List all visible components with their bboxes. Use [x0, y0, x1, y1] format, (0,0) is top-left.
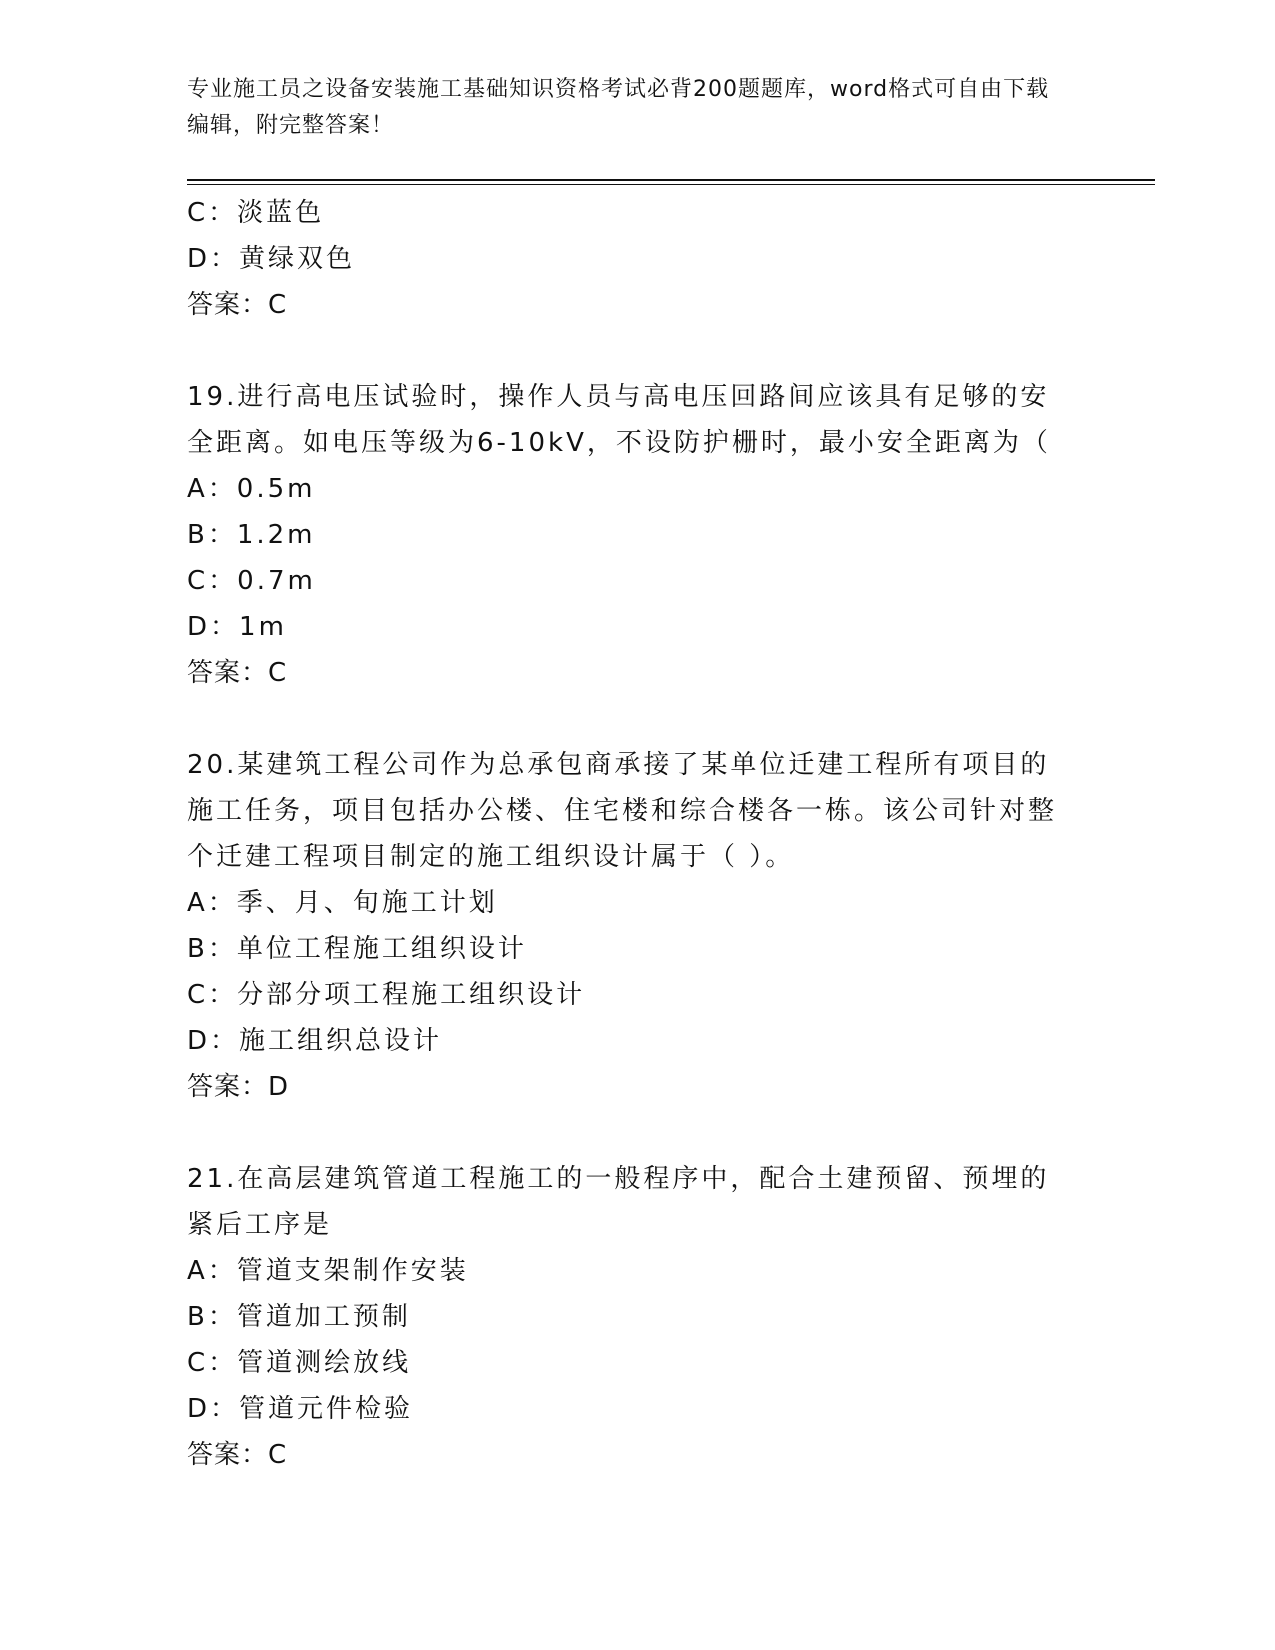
answer-line: 答案：D: [187, 1072, 290, 1102]
option-c: C：淡蓝色: [187, 198, 325, 228]
answer-line: 答案：C: [187, 658, 288, 688]
header-divider-thick: [187, 179, 1155, 181]
question-20: [187, 742, 1087, 1110]
option-d: D：管道元件检验: [187, 1394, 414, 1424]
option-c: C：0.7m: [187, 566, 316, 596]
option-b: B：单位工程施工组织设计: [187, 934, 527, 964]
header-divider-thin: [187, 184, 1155, 185]
question-text: 20.某建筑工程公司作为总承包商承接了某单位迁建工程所有项目的施工任务，项目包括办公楼、住宅楼和综合楼各一栋。该公司针对整个迁建工程项目制定的施工组织设计属于（ ）。: [187, 750, 1058, 872]
document-header: 专业施工员之设备安装施工基础知识资格考试必背200题题库，word格式可自由下载编辑，附完整答案！: [187, 77, 1050, 138]
option-b: B：1.2m: [187, 520, 316, 550]
question-text: 21.在高层建筑管道工程施工的一般程序中，配合土建预留、预埋的紧后工序是: [187, 1164, 1050, 1240]
option-c: C：管道测绘放线: [187, 1348, 412, 1378]
option-d: D：黄绿双色: [187, 244, 356, 274]
option-d: D：施工组织总设计: [187, 1026, 443, 1056]
option-c: C：分部分项工程施工组织设计: [187, 980, 586, 1010]
carryover-question: [187, 190, 1087, 328]
document-body: [187, 190, 1087, 1524]
option-a: A：0.5m: [187, 474, 316, 504]
option-d: D：1m: [187, 612, 287, 642]
answer-line: 答案：C: [187, 1440, 288, 1470]
answer-line: 答案：C: [187, 290, 288, 320]
option-a: A：管道支架制作安装: [187, 1256, 469, 1286]
option-a: A：季、月、旬施工计划: [187, 888, 498, 918]
question-19: [187, 374, 1087, 696]
question-21: [187, 1156, 1087, 1478]
question-text: 19.进行高电压试验时，操作人员与高电压回路间应该具有足够的安全距离。如电压等级为6-10kV，不设防护栅时，最小安全距离为（: [187, 382, 1051, 458]
option-b: B：管道加工预制: [187, 1302, 411, 1332]
